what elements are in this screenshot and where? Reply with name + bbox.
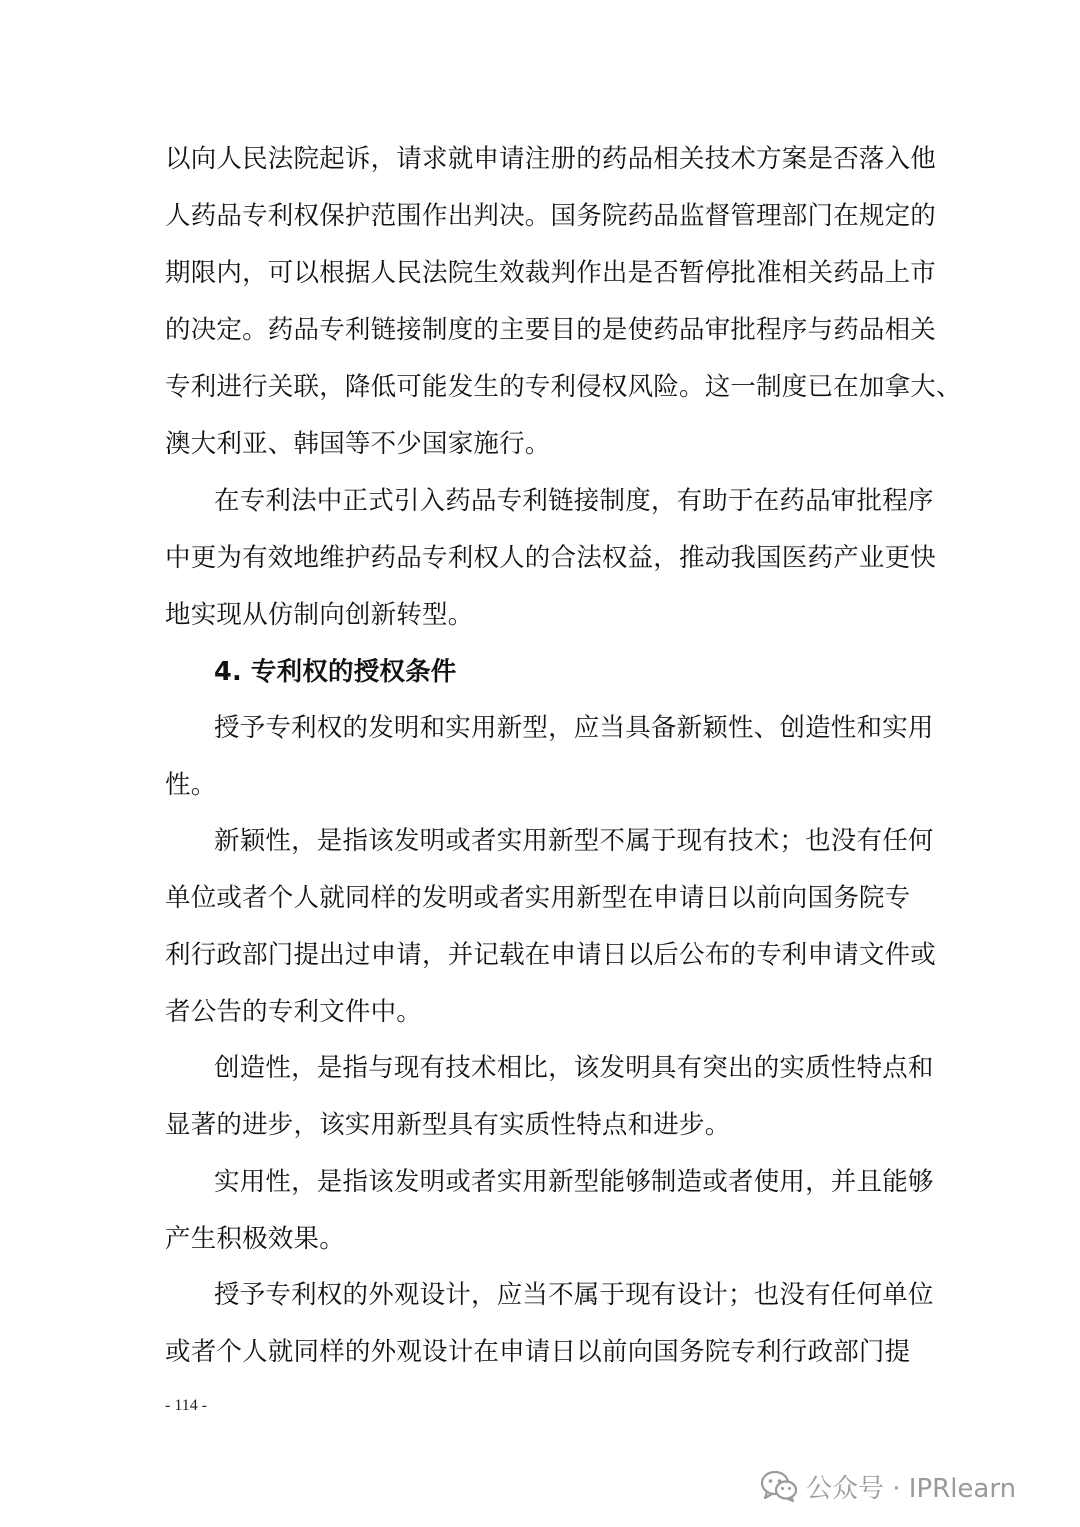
section-heading: 4. 专利权的授权条件	[214, 657, 457, 687]
page-number: - 114 -	[165, 1397, 208, 1414]
body-line: 在专利法中正式引入药品专利链接制度，有助于在药品审批程序	[214, 486, 934, 516]
body-line: 中更为有效地维护药品专利权人的合法权益，推动我国医药产业更快	[165, 543, 937, 573]
body-line: 以向人民法院起诉，请求就申请注册的药品相关技术方案是否落入他	[165, 144, 937, 174]
body-line: 地实现从仿制向创新转型。	[165, 600, 474, 630]
body-line: 显著的进步，该实用新型具有实质性特点和进步。	[165, 1110, 731, 1140]
body-line: 人药品专利权保护范围作出判决。国务院药品监督管理部门在规定的	[165, 201, 937, 231]
body-line: 期限内，可以根据人民法院生效裁判作出是否暂停批准相关药品上市	[165, 258, 937, 288]
body-line: 授予专利权的发明和实用新型，应当具备新颖性、创造性和实用	[214, 713, 934, 743]
body-line: 单位或者个人就同样的发明或者实用新型在申请日以前向国务院专	[165, 883, 911, 913]
body-line: 利行政部门提出过申请，并记载在申请日以后公布的专利申请文件或	[165, 940, 937, 970]
body-line: 新颖性，是指该发明或者实用新型不属于现有技术；也没有任何	[214, 826, 934, 856]
watermark	[760, 1466, 1016, 1506]
body-line: 者公告的专利文件中。	[165, 997, 423, 1027]
body-line: 授予专利权的外观设计，应当不属于现有设计；也没有任何单位	[214, 1280, 934, 1310]
body-line: 实用性，是指该发明或者实用新型能够制造或者使用，并且能够	[214, 1167, 934, 1197]
body-line: 创造性，是指与现有技术相比，该发明具有突出的实质性特点和	[214, 1053, 934, 1083]
watermark-text: 公众号 · IPRlearn	[806, 1473, 1017, 1504]
body-line: 专利进行关联，降低可能发生的专利侵权风险。这一制度已在加拿大、	[165, 372, 962, 402]
body-line: 的决定。药品专利链接制度的主要目的是使药品审批程序与药品相关	[165, 315, 937, 345]
body-line: 产生积极效果。	[165, 1224, 345, 1254]
body-line: 性。	[165, 770, 217, 800]
body-line: 或者个人就同样的外观设计在申请日以前向国务院专利行政部门提	[165, 1337, 911, 1367]
body-line: 澳大利亚、韩国等不少国家施行。	[165, 429, 551, 459]
wechat-icon	[760, 1469, 798, 1503]
